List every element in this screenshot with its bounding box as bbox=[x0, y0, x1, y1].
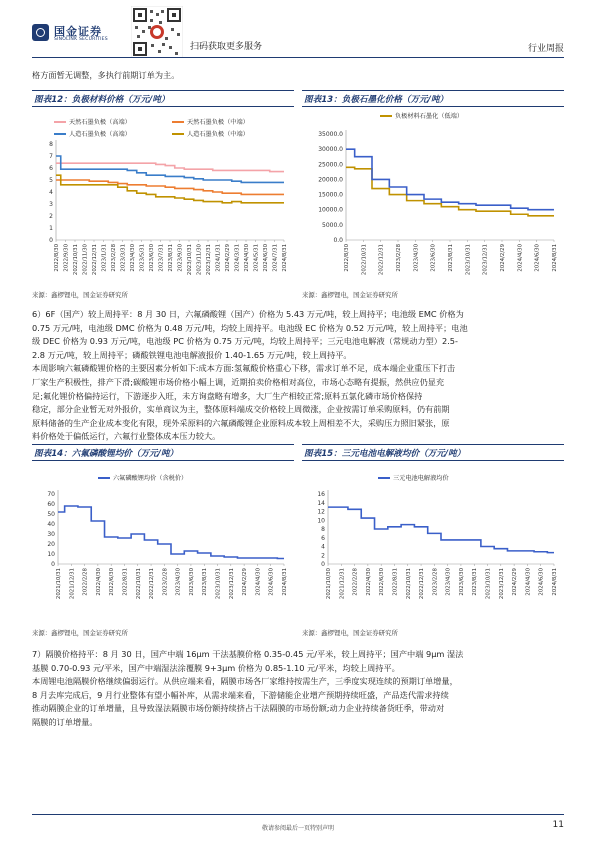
x-tick-label: 2022/10/31 bbox=[361, 244, 368, 276]
y-tick-label: 30000.0 bbox=[318, 146, 343, 154]
y-tick-label: 20 bbox=[47, 541, 55, 548]
figure-12-title: 图表12：负极材料价格（万元/吨） bbox=[34, 95, 170, 105]
x-tick-label: 2024/4/30 bbox=[255, 568, 262, 596]
x-tick-label: 2023/6/30 bbox=[430, 244, 437, 272]
figure-13-chart bbox=[302, 110, 564, 282]
y-tick-label: 0.0 bbox=[333, 237, 343, 244]
x-tick-label: 2024/8/31 bbox=[282, 244, 288, 272]
sinolink-logo-icon bbox=[32, 24, 49, 41]
y-tick-label: 30 bbox=[47, 531, 55, 538]
y-tick-label: 10 bbox=[47, 551, 55, 558]
y-tick-label: 2 bbox=[49, 213, 53, 220]
x-tick-label: 2022/6/30 bbox=[109, 568, 116, 596]
y-tick-label: 6 bbox=[49, 165, 53, 172]
x-tick-label: 2023/2/28 bbox=[111, 244, 117, 272]
text-line: 基膜 0.70-0.93 元/平米，国产中端湿法涂覆膜 9+3μm 价格为 0.85-1.10 元/平米，均较上周持平。 bbox=[32, 662, 400, 673]
x-tick-label: 2024/6/30 bbox=[534, 244, 541, 272]
text-line: 级 DEC 价格为 0.93 万元/吨，电池级 PC 价格为 0.75 万元/吨，均较上周持平；三元电池电解液（常规动力型）2.5- bbox=[32, 336, 458, 347]
page-header bbox=[0, 0, 596, 62]
x-tick-label: 2023/2/28 bbox=[432, 568, 439, 596]
brand-name-en: SINOLINK SECURITIES bbox=[54, 37, 108, 42]
series-line bbox=[346, 149, 554, 210]
figure-14-title-bar bbox=[32, 444, 294, 461]
x-tick-label: 2023/1/31 bbox=[101, 244, 108, 272]
y-tick-label: 7 bbox=[49, 153, 53, 160]
x-tick-label: 2024/8/31 bbox=[282, 568, 288, 596]
x-tick-label: 2022/2/28 bbox=[352, 568, 359, 596]
report-type: 行业周报 bbox=[527, 44, 564, 54]
y-tick-label: 5 bbox=[49, 177, 53, 184]
x-tick-label: 2023/6/30 bbox=[458, 568, 465, 596]
x-tick-label: 2022/10/31 bbox=[135, 568, 142, 600]
text-line: 原料储备的生产企业成本变化有限，现外采原料的六氟磷酸锂企业原料成本较上周相差不大，采购压力照旧紧张，原 bbox=[32, 417, 450, 428]
text-line: 稳定，部分企业暂无对外报价，实单商议为主，整体原料端成交价格较上周微涨，企业按需订单采购原料，仍有前期 bbox=[32, 404, 450, 415]
text-line: 推动隔膜企业的订单增量，且导致湿法隔膜市场份额持续挤占干法隔膜的市场份额;动力企业持续备货旺季，带动对 bbox=[32, 703, 445, 714]
x-tick-label: 2022/8/30 bbox=[344, 244, 350, 272]
x-tick-label: 2024/2/29 bbox=[512, 568, 519, 596]
y-tick-label: 4 bbox=[49, 189, 53, 196]
legend-label: 天然石墨负极（高端） bbox=[69, 119, 131, 127]
x-tick-label: 2024/8/31 bbox=[552, 568, 558, 596]
footer-disclaimer: 敬请参阅最后一页特别声明 bbox=[261, 825, 334, 832]
series-line bbox=[58, 506, 284, 559]
x-tick-label: 2024/6/30 bbox=[263, 244, 269, 272]
x-tick-label: 2023/9/30 bbox=[177, 244, 184, 272]
text-line: 厂家生产积极性，排产下滑;碳酸锂市场价格小幅上调，近期拍卖价格相对高位，市场心态略有提振，然供应仍显充 bbox=[32, 376, 445, 387]
x-tick-label: 2023/4/30 bbox=[413, 244, 420, 272]
x-tick-label: 2022/12/31 bbox=[149, 568, 156, 600]
x-tick-label: 2023/12/31 bbox=[482, 244, 489, 276]
footer-divider bbox=[32, 814, 564, 815]
x-tick-label: 2023/2/28 bbox=[162, 568, 169, 596]
y-tick-label: 25000.0 bbox=[318, 161, 343, 169]
figure-12-source: 来源：鑫椤锂电，国金证券研究所 bbox=[32, 291, 128, 299]
x-tick-label: 2022/12/31 bbox=[419, 568, 426, 600]
x-tick-label: 2022/8/31 bbox=[392, 568, 399, 596]
legend-label: 人造石墨负极（高端） bbox=[69, 131, 131, 139]
y-tick-label: 0 bbox=[49, 237, 53, 244]
text-line: 8 月去库完成后，9 月行业整体有望小幅补库，从需求端来看，下游储能企业增产预期持续旺盛，产品迭代需求持续 bbox=[32, 689, 449, 700]
figure-12-title-bar bbox=[32, 90, 294, 107]
x-tick-label: 2023/4/30 bbox=[445, 568, 452, 596]
series-line bbox=[56, 156, 284, 182]
x-tick-label: 2022/4/30 bbox=[95, 568, 102, 596]
text-line: 6）6F（国产）较上周持平：8 月 30 日，六氟磷酸锂（国产）价格为 5.43 万元/吨，较上周持平；电池级 EMC 价格为 bbox=[32, 309, 464, 319]
series-line bbox=[328, 507, 554, 553]
x-tick-label: 2024/1/31 bbox=[215, 244, 222, 272]
y-tick-label: 5000.0 bbox=[322, 221, 343, 229]
section-6f-summary bbox=[32, 308, 564, 444]
y-tick-label: 14 bbox=[317, 499, 325, 507]
x-tick-label: 2022/8/30 bbox=[54, 244, 60, 272]
y-tick-label: 50 bbox=[47, 511, 55, 518]
legend-label: 负极材料石墨化（低端） bbox=[395, 113, 464, 121]
figure-15-chart bbox=[302, 464, 564, 620]
x-tick-label: 2021/10/30 bbox=[326, 568, 332, 600]
x-tick-label: 2023/6/30 bbox=[188, 568, 195, 596]
page-number: 11 bbox=[552, 820, 564, 830]
qr-label: 扫码获取更多服务 bbox=[190, 42, 263, 52]
x-tick-label: 2021/12/31 bbox=[69, 568, 76, 600]
x-tick-label: 2024/4/30 bbox=[525, 568, 532, 596]
x-tick-label: 2021/12/31 bbox=[339, 568, 346, 600]
series-line bbox=[56, 175, 284, 203]
x-tick-label: 2023/12/31 bbox=[206, 244, 212, 276]
text-line: 足;氟化锂价格偏持运行，下游逐步入旺，未方询盘略有增多，大厂生产相较正常;原料五氯化磷市场价格保持 bbox=[32, 390, 423, 401]
y-tick-label: 3 bbox=[49, 201, 53, 208]
x-tick-label: 2024/4/30 bbox=[517, 244, 524, 272]
x-tick-label: 2024/6/30 bbox=[538, 568, 545, 596]
text-line: 7）隔膜价格持平：8 月 30 日，国产中端 16μm 干法基膜价格 0.35-0.45 元/平米，较上周持平；国产中端 9μm 湿法 bbox=[32, 649, 464, 659]
y-tick-label: 70 bbox=[47, 491, 55, 498]
text-line: 0.75 万元/吨，电池级 DMC 价格为 0.48 万元/吨，均较上周持平。电池级 EC 价格为 0.52 万元/吨，较上周持平；电池 bbox=[32, 322, 468, 333]
x-tick-label: 2024/2/29 bbox=[225, 244, 231, 272]
x-tick-label: 2022/9/30 bbox=[63, 244, 70, 272]
text-line: 本周影响六氟磷酸锂价格的主要因素分析如下:成本方面:氢氟酸价格重心下移，需求订单不足，成本端企业重压下打击 bbox=[32, 363, 456, 374]
y-tick-label: 0 bbox=[321, 561, 325, 568]
y-tick-label: 8 bbox=[321, 526, 325, 533]
x-tick-label: 2023/3/31 bbox=[120, 244, 127, 272]
figure-12-chart bbox=[32, 110, 294, 282]
x-tick-label: 2023/4/30 bbox=[130, 244, 136, 272]
section-separator-summary bbox=[32, 648, 564, 730]
x-tick-label: 2022/4/30 bbox=[365, 568, 372, 596]
series-line bbox=[56, 163, 284, 171]
x-tick-label: 2022/6/30 bbox=[379, 568, 386, 596]
y-tick-label: 8 bbox=[49, 141, 53, 148]
x-tick-label: 2023/12/31 bbox=[228, 568, 235, 600]
x-tick-label: 2023/12/31 bbox=[498, 568, 505, 600]
x-tick-label: 2023/4/30 bbox=[175, 568, 182, 596]
y-tick-label: 1 bbox=[49, 225, 53, 232]
text-line: 料价格处于偏低运行，六氟行业整体成本压力较大。 bbox=[32, 431, 221, 442]
x-tick-label: 2023/11/30 bbox=[196, 244, 203, 276]
figure-15-source: 来源：鑫椤锂电，国金证券研究所 bbox=[302, 629, 398, 637]
legend-label: 天然石墨负极（中端） bbox=[187, 119, 249, 127]
legend-label: 三元电池电解液均价 bbox=[393, 475, 449, 483]
x-tick-label: 2023/5/31 bbox=[139, 244, 146, 272]
y-tick-label: 12 bbox=[317, 508, 325, 516]
x-tick-label: 2024/4/30 bbox=[244, 244, 250, 272]
y-tick-label: 6 bbox=[321, 534, 325, 542]
y-tick-label: 10 bbox=[317, 517, 325, 525]
x-tick-label: 2023/8/31 bbox=[168, 244, 174, 272]
y-tick-label: 15000.0 bbox=[318, 191, 343, 199]
y-tick-label: 60 bbox=[47, 501, 55, 508]
x-tick-label: 2023/10/31 bbox=[187, 244, 193, 276]
text-line: 本周锂电池隔膜价格继续偏弱运行。从供应端来看，隔膜市场各厂家维持按需生产，三季度实现连续的预期订单增量， bbox=[32, 676, 458, 687]
x-tick-label: 2023/8/31 bbox=[472, 568, 479, 596]
text-line: 2.8 万元/吨，较上周持平；磷酸铁锂电池电解液报价 1.40-1.65 万元/吨，较上周持平。 bbox=[32, 349, 352, 360]
x-tick-label: 2023/8/31 bbox=[202, 568, 209, 596]
y-tick-label: 20000.0 bbox=[318, 176, 343, 184]
figure-14-source: 来源：鑫椤锂电，国金证券研究所 bbox=[32, 629, 128, 637]
x-tick-label: 2024/3/31 bbox=[234, 244, 241, 272]
x-tick-label: 2023/7/31 bbox=[158, 244, 165, 272]
y-tick-label: 35000.0 bbox=[318, 131, 343, 138]
header-divider bbox=[32, 57, 564, 58]
x-tick-label: 2022/11/30 bbox=[82, 244, 89, 276]
figure-13-source: 来源：鑫椤锂电，国金证券研究所 bbox=[302, 291, 398, 299]
x-tick-label: 2024/2/29 bbox=[242, 568, 249, 596]
legend-label: 人造石墨负极（中端） bbox=[187, 131, 249, 139]
qr-code-icon[interactable] bbox=[131, 6, 183, 58]
y-tick-label: 16 bbox=[317, 491, 325, 498]
x-tick-label: 2022/12/31 bbox=[92, 244, 98, 276]
figure-13-title-bar bbox=[302, 90, 564, 107]
brand-name: 国金证券 bbox=[54, 25, 102, 38]
y-tick-label: 4 bbox=[321, 543, 325, 551]
text-line: 隔膜的订单增量。 bbox=[32, 716, 98, 727]
y-tick-label: 10000.0 bbox=[318, 206, 343, 214]
y-tick-label: 40 bbox=[47, 521, 55, 528]
figure-14-title: 图表14：六氟磷酸锂均价（万元/吨） bbox=[34, 449, 179, 459]
x-tick-label: 2022/10/31 bbox=[405, 568, 412, 600]
x-tick-label: 2022/2/28 bbox=[82, 568, 89, 596]
x-tick-label: 2023/8/31 bbox=[448, 244, 454, 272]
x-tick-label: 2023/10/31 bbox=[215, 568, 222, 600]
figure-14-chart bbox=[32, 464, 294, 620]
intro-text: 格方面暂无调整，多执行前期订单为主。 bbox=[32, 70, 180, 80]
x-tick-label: 2022/12/31 bbox=[378, 244, 385, 276]
x-tick-label: 2024/5/31 bbox=[253, 244, 260, 272]
y-tick-label: 2 bbox=[321, 552, 325, 560]
figure-15-title: 图表15：三元电池电解液均价（万元/吨） bbox=[304, 449, 466, 459]
x-tick-label: 2023/2/28 bbox=[396, 244, 402, 272]
x-tick-label: 2023/10/31 bbox=[465, 244, 472, 276]
x-tick-label: 2024/8/31 bbox=[552, 244, 558, 272]
x-tick-label: 2024/2/29 bbox=[500, 244, 506, 272]
x-tick-label: 2021/10/31 bbox=[56, 568, 62, 600]
x-tick-label: 2024/7/31 bbox=[272, 244, 279, 272]
x-tick-label: 2022/10/31 bbox=[73, 244, 79, 276]
y-tick-label: 0 bbox=[51, 561, 55, 568]
x-tick-label: 2022/8/31 bbox=[122, 568, 129, 596]
x-tick-label: 2023/6/30 bbox=[149, 244, 155, 272]
x-tick-label: 2024/6/30 bbox=[268, 568, 275, 596]
figure-13-title: 图表13：负极石墨化价格（万元/吨） bbox=[304, 95, 449, 105]
figure-15-title-bar bbox=[302, 444, 564, 461]
x-tick-label: 2023/10/31 bbox=[485, 568, 492, 600]
legend-label: 六氟磷酸锂均价（含税价） bbox=[113, 475, 188, 483]
